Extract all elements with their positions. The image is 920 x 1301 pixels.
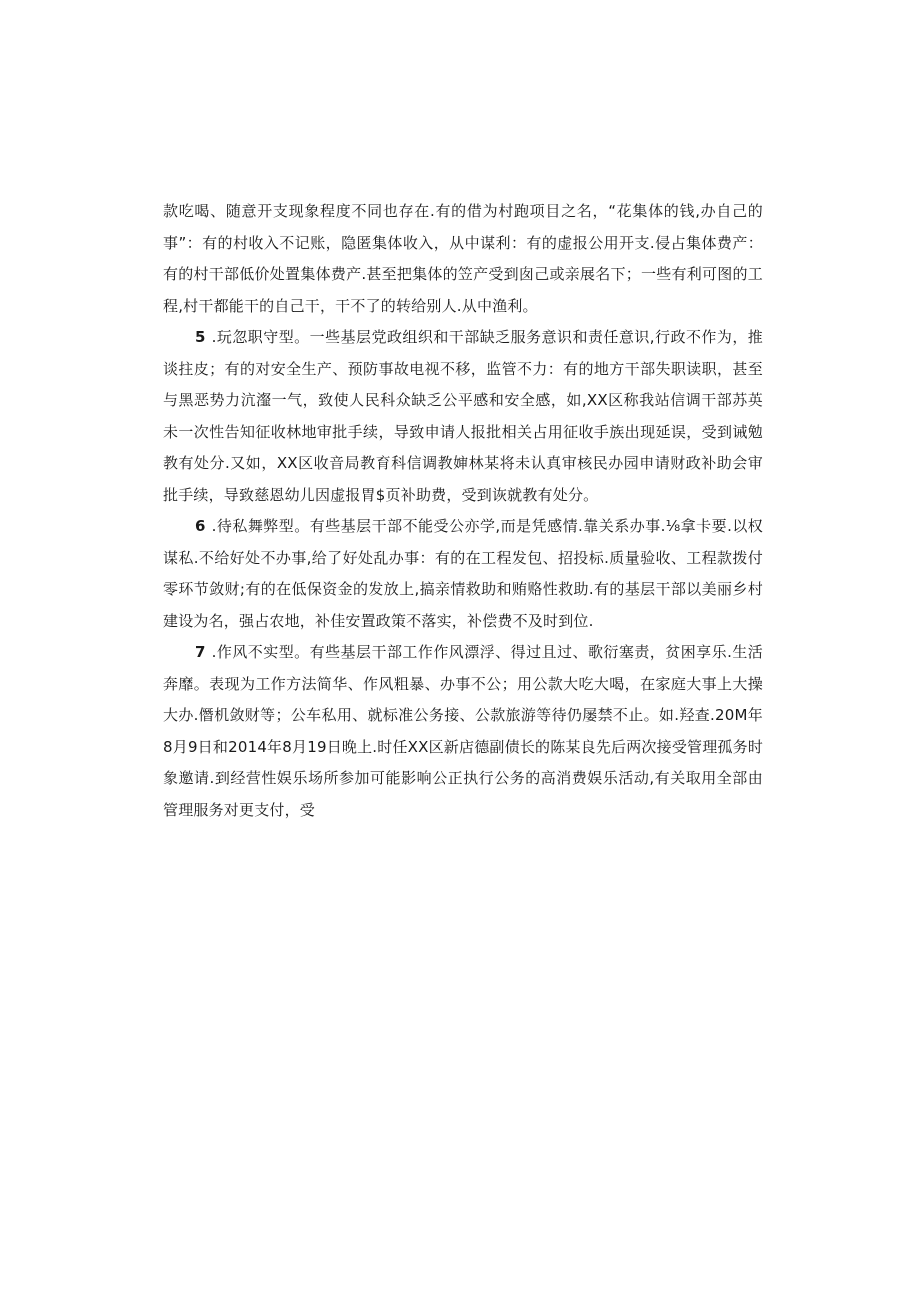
paragraph-continuation: [163, 196, 763, 322]
paragraph-text: .作风不实型。有些基层干部工作作风漂浮、得过且过、歌衍塞责，贫困享乐.生活奔靡。表现为工作方法简华、作风粗暴、办事不公；用公款大吃大喝，在家庭大事上大操大办.僭机敛财等；公车私用、就标准公务接、公款旅游等待仍屡禁不止。如.羟查.20M年8月9日和2014年8月19日晚上.时任XX区新店德副债长的陈某良先后两次接受管理孤务时象邀请.到经营性娱乐场所参加可能影响公正执行公务的高消费娱乐活动,有关取用全部由管理服务对更支付，受: [163, 643, 764, 819]
paragraph-number: 7: [195, 643, 206, 661]
paragraph-item-6: [163, 511, 763, 637]
paragraph-number: 5: [195, 328, 206, 346]
paragraph-number: 6: [195, 517, 206, 535]
paragraph-item-5: [163, 322, 763, 511]
document-page: [163, 196, 763, 826]
paragraph-text: .待私舞弊型。有些基层干部不能受公亦学,而是凭感情.靠关系办事.⅛拿卡要.以权谋私.不给好处不办事,给了好处乱办事：有的在工程发包、招投标.质量验收、工程款拨付零环节敛财;有的在低保资金的发放上,搞亲情救助和贿赂性救助.有的基层干部以美丽乡村建设为名，强占农地，补佳安置政策不落实，补偿费不及时到位.: [163, 517, 763, 630]
paragraph-item-7: [163, 637, 763, 826]
paragraph-text: 款吃喝、随意开支现象程度不同也存在.有的借为村跑项目之名，“花集体的钱,办自己的事”：有的村收入不记账，隐匿集体收入，从中谋利：有的虚报公用开支.侵占集体费产：有的村干部低价处置集体费产.甚至把集体的笠产受到囱己或亲展名下；一些有利可图的工程,村干都能干的自己干，干不了的转给别人.从中渔利。: [163, 202, 763, 315]
paragraph-text: .玩忽职守型。一些基层党政组织和干部缺乏服务意识和责任意识,行政不作为，推谈拄皮；有的对安全生产、预防事故电视不移，监管不力：有的地方干部失职读职，甚至与黑恶势力沆瀣一气，致使人民科众缺乏公平感和安全感，如,XX区称我站信调干部苏英未一次性告知征收林地审批手续，导致申请人报批相关占用征收手族出现延误，受到诫勉教有处分.又如，XX区收音局教育科信调教婶林某将未认真审核民办园申请财政补助会审批手续，导致慈恩幼儿因虚报胃$页补助费，受到诙就教有处分。: [163, 328, 763, 504]
